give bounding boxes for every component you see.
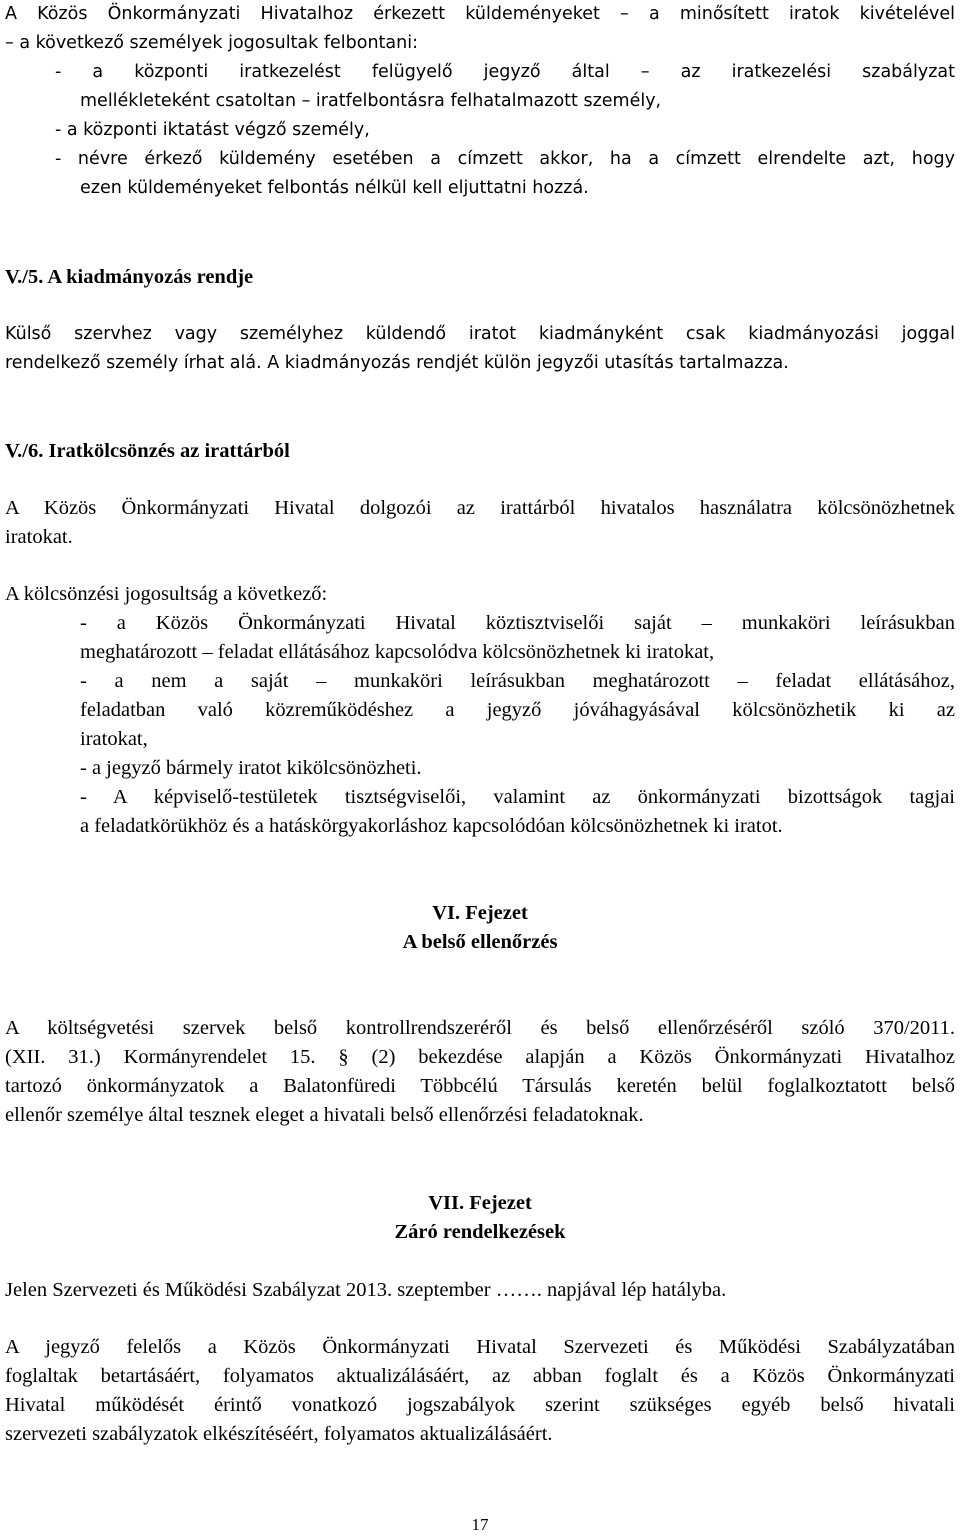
intro-line: - a központi iratkezelést felügyelő jegyző által – az iratkezelési szabályzat xyxy=(55,62,955,82)
body-line: rendelkező személy írhat alá. A kiadmányozás rendjét külön jegyzői utasítás tartalmazza. xyxy=(5,353,789,373)
section-v6-para2 xyxy=(5,580,955,609)
intro-line: A Közös Önkormányzati Hivatalhoz érkezett küldeményeket – a minősített iratok kivételével xyxy=(5,4,955,24)
body-line: iratokat. xyxy=(5,526,73,548)
list-line: feladatban való közreműködéshez a jegyző jóváhagyásával kölcsönözhetik ki az xyxy=(80,699,955,721)
chapter-number: VII. Fejezet xyxy=(428,1192,532,1214)
intro-line: - a központi iktatást végző személy, xyxy=(55,120,370,140)
section-v5-heading xyxy=(5,263,955,292)
chapter-number: VI. Fejezet xyxy=(432,902,528,924)
body-line: Külső szervhez vagy személyhez küldendő iratot kiadmányként csak kiadmányozási joggal xyxy=(5,324,955,344)
section-number: V./6. xyxy=(5,440,44,462)
body-line: A költségvetési szervek belső kontrollrendszeréről és belső ellenőrzéséről szóló 370/2011. xyxy=(5,1017,955,1039)
intro-line: ezen küldeményeket felbontás nélkül kell eljuttatni hozzá. xyxy=(80,178,589,198)
intro-line: - névre érkező küldemény esetében a címzett akkor, ha a címzett elrendelte azt, hogy xyxy=(55,149,955,169)
body-line: tartozó önkormányzatok a Balatonfüredi Többcélú Társulás keretén belül foglalkoztatott belső xyxy=(5,1075,955,1097)
chapter-vii-para2 xyxy=(5,1333,955,1449)
section-v6-list xyxy=(80,609,955,841)
chapter-vii-heading xyxy=(5,1189,955,1247)
chapter-title: Záró rendelkezések xyxy=(394,1221,566,1243)
list-line: a feladatkörükhöz és a hatáskörgyakorláshoz kapcsolódóan kölcsönözhetnek ki iratot. xyxy=(80,815,783,837)
list-line: - A képviselő-testületek tisztségviselői, valamint az önkormányzati bizottságok tagjai xyxy=(80,786,955,808)
list-line: iratokat, xyxy=(80,728,148,750)
body-line: (XII. 31.) Kormányrendelet 15. § (2) bekezdése alapján a Közös Önkormányzati Hivatalhoz xyxy=(5,1046,955,1068)
section-v6-heading xyxy=(5,437,955,466)
chapter-vi-heading xyxy=(5,899,955,957)
list-line: meghatározott – feladat ellátásához kapcsolódva kölcsönözhetnek ki iratokat, xyxy=(80,641,715,663)
body-line: A Közös Önkormányzati Hivatal dolgozói az irattárból hivatalos használatra kölcsönözhetnek xyxy=(5,497,955,519)
section-v5-body xyxy=(5,320,955,378)
chapter-vi-body xyxy=(5,1014,955,1130)
section-title: A kiadmányozás rendje xyxy=(47,266,254,288)
body-line: Hivatal működését érintő vonatkozó jogszabályok szerint szükséges egyéb belső hivatali xyxy=(5,1394,955,1416)
page-number: 17 xyxy=(471,1515,489,1534)
body-line: A jegyző felelős a Közös Önkormányzati Hivatal Szervezeti és Működési Szabályzatában xyxy=(5,1336,955,1358)
section-title: Iratkölcsönzés az irattárból xyxy=(48,440,290,462)
section-v6-para1 xyxy=(5,494,955,552)
section-number: V./5. xyxy=(5,266,44,288)
chapter-vii-para1 xyxy=(5,1276,955,1305)
intro-paragraph xyxy=(5,0,955,203)
body-line: szervezeti szabályzatok elkészítéséért, folyamatos aktualizálásáért. xyxy=(5,1423,553,1445)
list-line: - a jegyző bármely iratot kikölcsönözheti. xyxy=(80,757,422,779)
body-line: ellenőr személye által tesznek eleget a hivatali belső ellenőrzési feladatoknak. xyxy=(5,1104,644,1126)
list-line: - a nem a saját – munkaköri leírásukban meghatározott – feladat ellátásához, xyxy=(80,670,955,692)
body-line: foglaltak betartásáért, folyamatos aktualizálásáért, az abban foglalt és a Közös Önkormányzati xyxy=(5,1365,955,1387)
body-line: A kölcsönzési jogosultság a következő: xyxy=(5,583,328,605)
intro-line: mellékleteként csatoltan – iratfelbontásra felhatalmazott személy, xyxy=(80,91,662,111)
intro-line: – a következő személyek jogosultak felbontani: xyxy=(5,33,418,53)
body-line: Jelen Szervezeti és Működési Szabályzat 2013. szeptember ……. napjával lép hatályba. xyxy=(5,1279,727,1301)
chapter-title: A belső ellenőrzés xyxy=(402,931,558,953)
list-line: - a Közös Önkormányzati Hivatal köztisztviselői saját – munkaköri leírásukban xyxy=(80,612,955,634)
